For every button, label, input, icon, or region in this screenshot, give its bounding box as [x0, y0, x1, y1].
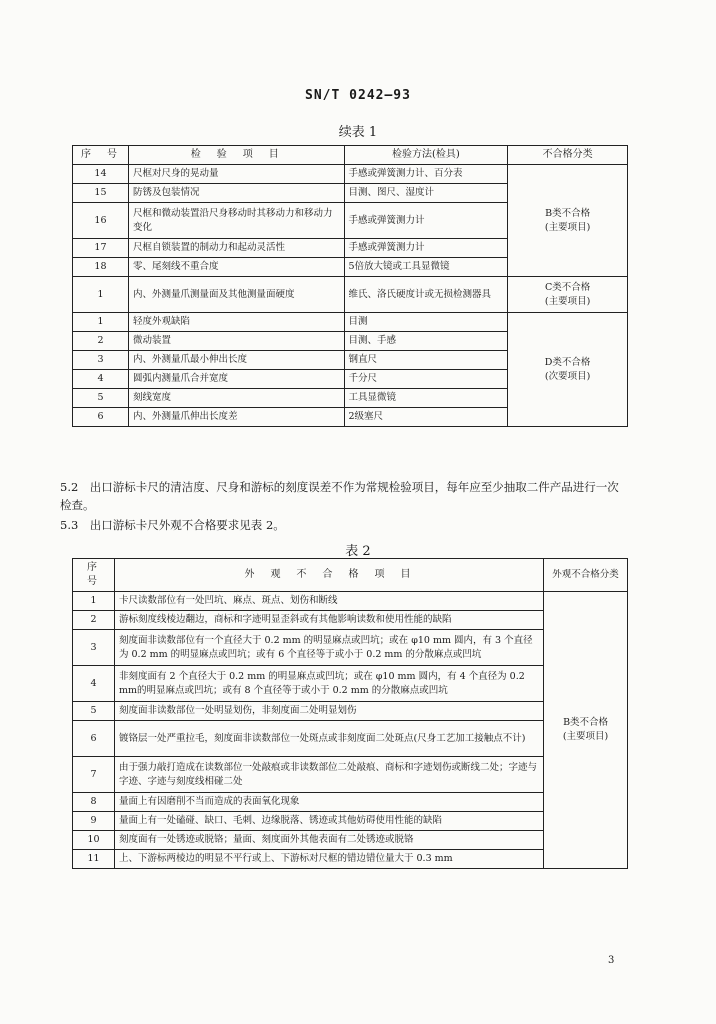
row-method: 钢直尺: [344, 351, 508, 370]
row-item: 上、下游标两棱边的明显不平行或上、下游标对尺框的错边错位量大于 0.3 mm: [114, 850, 543, 869]
class-b-cell: B类不合格 (主要项目): [508, 165, 628, 277]
row-item: 尺框和微动装置沿尺身移动时其移动力和移动力变化: [128, 203, 344, 239]
row-item: 内、外测量爪测量面及其他测量面硬度: [128, 277, 344, 313]
row-no: 14: [73, 165, 129, 184]
row-item: 尺框对尺身的晃动量: [128, 165, 344, 184]
row-no: 11: [73, 850, 115, 869]
table1-header-no: 序 号: [73, 146, 129, 165]
row-method: 工具显微镜: [344, 389, 508, 408]
row-no: 4: [73, 666, 115, 702]
row-item: 量面上有一处磕碰、缺口、毛刺、边缘脱落、锈迹或其他妨碍使用性能的缺陷: [114, 812, 543, 831]
row-item: 轻度外观缺陷: [128, 313, 344, 332]
row-no: 10: [73, 831, 115, 850]
row-item: 刻线宽度: [128, 389, 344, 408]
class-b-cell: B类不合格 (主要项目): [544, 592, 628, 869]
row-no: 6: [73, 721, 115, 757]
row-no: 1: [73, 313, 129, 332]
row-method: 2级塞尺: [344, 408, 508, 427]
row-method: 目测、手感: [344, 332, 508, 351]
row-no: 7: [73, 757, 115, 793]
row-no: 1: [73, 277, 129, 313]
row-item: 防锈及包装情况: [128, 184, 344, 203]
row-item: 刻度面非读数部位有一个直径大于 0.2 mm 的明显麻点或凹坑；或在 φ10 mm 圆内，有 3 个直径为 0.2 mm 的明显麻点或凹坑；或有 6 个直径等于或小于 0.2 mm 的分散麻点或凹坑: [114, 630, 543, 666]
row-no: 5: [73, 389, 129, 408]
row-item: 非刻度面有 2 个直径大于 0.2 mm 的明显麻点或凹坑；或在 φ10 mm 圆内，有 4 个直径为 0.2 mm的明显麻点或凹坑；或有 8 个直径等于或小于 0.2 mm 的分散麻点或凹坑: [114, 666, 543, 702]
row-item: 刻度面非读数部位一处明显划伤，非刻度面二处明显划伤: [114, 702, 543, 721]
row-item: 圆弧内测量爪合并宽度: [128, 370, 344, 389]
row-method: 千分尺: [344, 370, 508, 389]
row-no: 3: [73, 351, 129, 370]
row-method: 目测、图尺、湿度计: [344, 184, 508, 203]
row-no: 17: [73, 239, 129, 258]
table-row: [73, 592, 628, 611]
row-item: 内、外测量爪伸出长度差: [128, 408, 344, 427]
row-method: 手感或弹簧测力计: [344, 239, 508, 258]
row-no: 2: [73, 611, 115, 630]
table1-caption: 续表 1: [338, 125, 378, 140]
row-no: 9: [73, 812, 115, 831]
row-item: 尺框自锁装置的制动力和起动灵活性: [128, 239, 344, 258]
row-item: 镀铬层一处严重拉毛，刻度面非读数部位一处斑点或非刻度面二处斑点(尺身工艺加工接触点不计): [114, 721, 543, 757]
row-item: 游标刻度线棱边翻边，商标和字迹明显歪斜或有其他影响读数和使用性能的缺陷: [114, 611, 543, 630]
table1-header-method: 检验方法(检具): [344, 146, 508, 165]
row-method: 维氏、洛氏硬度计或无损检测器具: [344, 277, 508, 313]
row-no: 6: [73, 408, 129, 427]
table-row: [73, 313, 628, 332]
class-c-cell: C类不合格 (主要项目): [508, 277, 628, 313]
row-item: 零、尾刻线不重合度: [128, 258, 344, 277]
row-no: 4: [73, 370, 129, 389]
row-method: 5倍放大镜或工具显微镜: [344, 258, 508, 277]
row-method: 手感或弹簧测力计、百分表: [344, 165, 508, 184]
table2-caption: 表 2: [345, 544, 371, 559]
table-row: [73, 165, 628, 184]
row-item: 卡尺读数部位有一处凹坑、麻点、斑点、划伤和断线: [114, 592, 543, 611]
paragraph-5-3: 5.3 出口游标卡尺外观不合格要求见表 2。: [60, 518, 285, 532]
table2-header-row: [73, 559, 628, 592]
table1-header-class: 不合格分类: [508, 146, 628, 165]
row-item: 刻度面有一处锈迹或脱铬；量面、刻度面外其他表面有二处锈迹或脱铬: [114, 831, 543, 850]
page-number: 3: [608, 955, 615, 966]
table2-header-no: 序 号: [73, 559, 115, 592]
row-no: 5: [73, 702, 115, 721]
table2: [72, 558, 628, 869]
row-item: 微动装置: [128, 332, 344, 351]
table1: [72, 145, 628, 427]
table2-header-class: 外观不合格分类: [544, 559, 628, 592]
row-item: 内、外测量爪最小伸出长度: [128, 351, 344, 370]
row-no: 18: [73, 258, 129, 277]
row-item: 由于强力敲打造成在读数部位一处敲痕或非读数部位二处敲痕、商标和字迹划伤或断线二处；字迹与字迹、字迹与刻度线相碰二处: [114, 757, 543, 793]
row-no: 16: [73, 203, 129, 239]
standard-number-header: SN/T 0242—93: [305, 88, 411, 103]
paragraph-5-2: 5.2 出口游标卡尺的清洁度、尺身和游标的刻度误差不作为常规检验项目，每年应至少抽取二件产品进行一次检查。: [60, 480, 619, 512]
row-no: 2: [73, 332, 129, 351]
row-item: 量面上有因磨削不当而造成的表面氧化现象: [114, 793, 543, 812]
class-d-cell: D类不合格 (次要项目): [508, 313, 628, 427]
row-method: 目测: [344, 313, 508, 332]
row-method: 手感或弹簧测力计: [344, 203, 508, 239]
row-no: 8: [73, 793, 115, 812]
row-no: 3: [73, 630, 115, 666]
row-no: 15: [73, 184, 129, 203]
table2-header-item: 外 观 不 合 格 项 目: [114, 559, 543, 592]
row-no: 1: [73, 592, 115, 611]
table1-header-item: 检 验 项 目: [128, 146, 344, 165]
table1-header-row: [73, 146, 628, 165]
table-row: [73, 277, 628, 313]
